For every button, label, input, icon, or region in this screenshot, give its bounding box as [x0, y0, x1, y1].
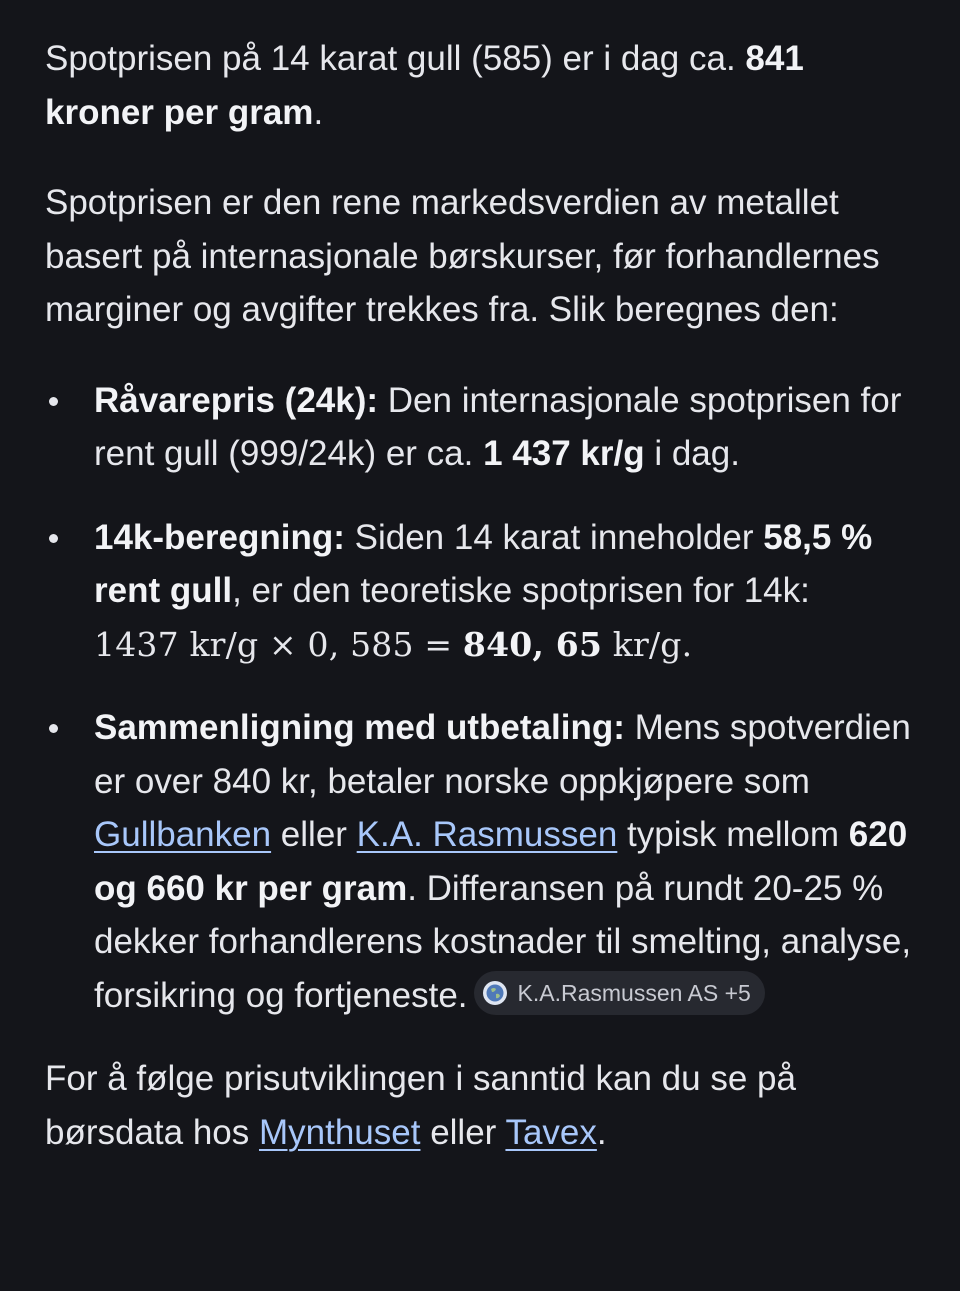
math-left: 1437 kr/g × 0, 585 =: [94, 624, 463, 664]
bullet-bold: 620 og 660 kr per gram: [94, 815, 908, 908]
intro-paragraph: [45, 32, 920, 139]
bullet-list: [45, 374, 920, 1023]
intro-end: .: [313, 92, 324, 132]
bullet-dot: [49, 724, 58, 733]
intro-text: Spotprisen på 14 karat gull (585) er i dag ca.: [45, 39, 746, 78]
link-mynthuset[interactable]: Mynthuset: [259, 1112, 421, 1152]
math-result: 840, 65: [462, 624, 603, 664]
bullet-text: i dag.: [644, 434, 740, 473]
bullet-bold: 1 437 kr/g: [483, 434, 645, 473]
outro-text: For å følge prisutviklingen i sanntid kan du se på børsdata hos: [45, 1059, 796, 1152]
source-chip[interactable]: [474, 971, 765, 1015]
bullet-text: eller: [271, 815, 357, 854]
bullet-text: , er den teoretiske spotprisen for 14k:: [232, 571, 810, 610]
intro-price-bold: 841 kroner per gram: [45, 39, 804, 132]
bullet-text: Siden 14 karat inneholder: [344, 517, 764, 557]
bullet-14k-calc: [45, 511, 920, 672]
bullet-text: typisk mellom: [617, 815, 849, 854]
bullet-title: Råvarepris (24k):: [94, 380, 379, 420]
bullet-dot: [49, 534, 58, 543]
explanation-paragraph: Spotprisen er den rene markedsverdien av metallet basert på internasjonale børskurser, før forhandlernes marginer og avgifter trekkes fra. Slik beregnes den:: [45, 183, 880, 329]
source-chip-label: K.A.Rasmussen AS +5: [517, 980, 751, 1007]
outro-paragraph: [45, 1052, 920, 1159]
math-unit: kr/g.: [602, 624, 693, 664]
link-gullbanken[interactable]: Gullbanken: [94, 815, 272, 854]
bullet-title: 14k-beregning:: [94, 517, 345, 557]
bullet-dot: [49, 397, 58, 406]
bullet-bold: 58,5 % rent gull: [94, 517, 873, 610]
outro-text: eller: [420, 1112, 506, 1152]
globe-icon: [482, 980, 508, 1006]
link-ka-rasmussen[interactable]: K.A. Rasmussen: [356, 815, 618, 854]
bullet-text: . Differansen på rundt 20-25 % dekker forhandlerens kostnader til smelting, analyse, forsikring og fortjeneste.: [94, 868, 912, 1015]
link-tavex[interactable]: Tavex: [505, 1112, 597, 1152]
outro-end: .: [596, 1112, 607, 1152]
bullet-raw-price: [45, 374, 920, 481]
math-formula: [94, 625, 692, 664]
bullet-comparison: [45, 701, 920, 1022]
bullet-text: Mens spotverdien er over 840 kr, betaler norske oppkjøpere som: [94, 708, 911, 801]
bullet-text: Den internasjonale spotprisen for rent gull (999/24k) er ca.: [94, 380, 902, 473]
bullet-title: Sammenligning med utbetaling:: [94, 708, 625, 747]
